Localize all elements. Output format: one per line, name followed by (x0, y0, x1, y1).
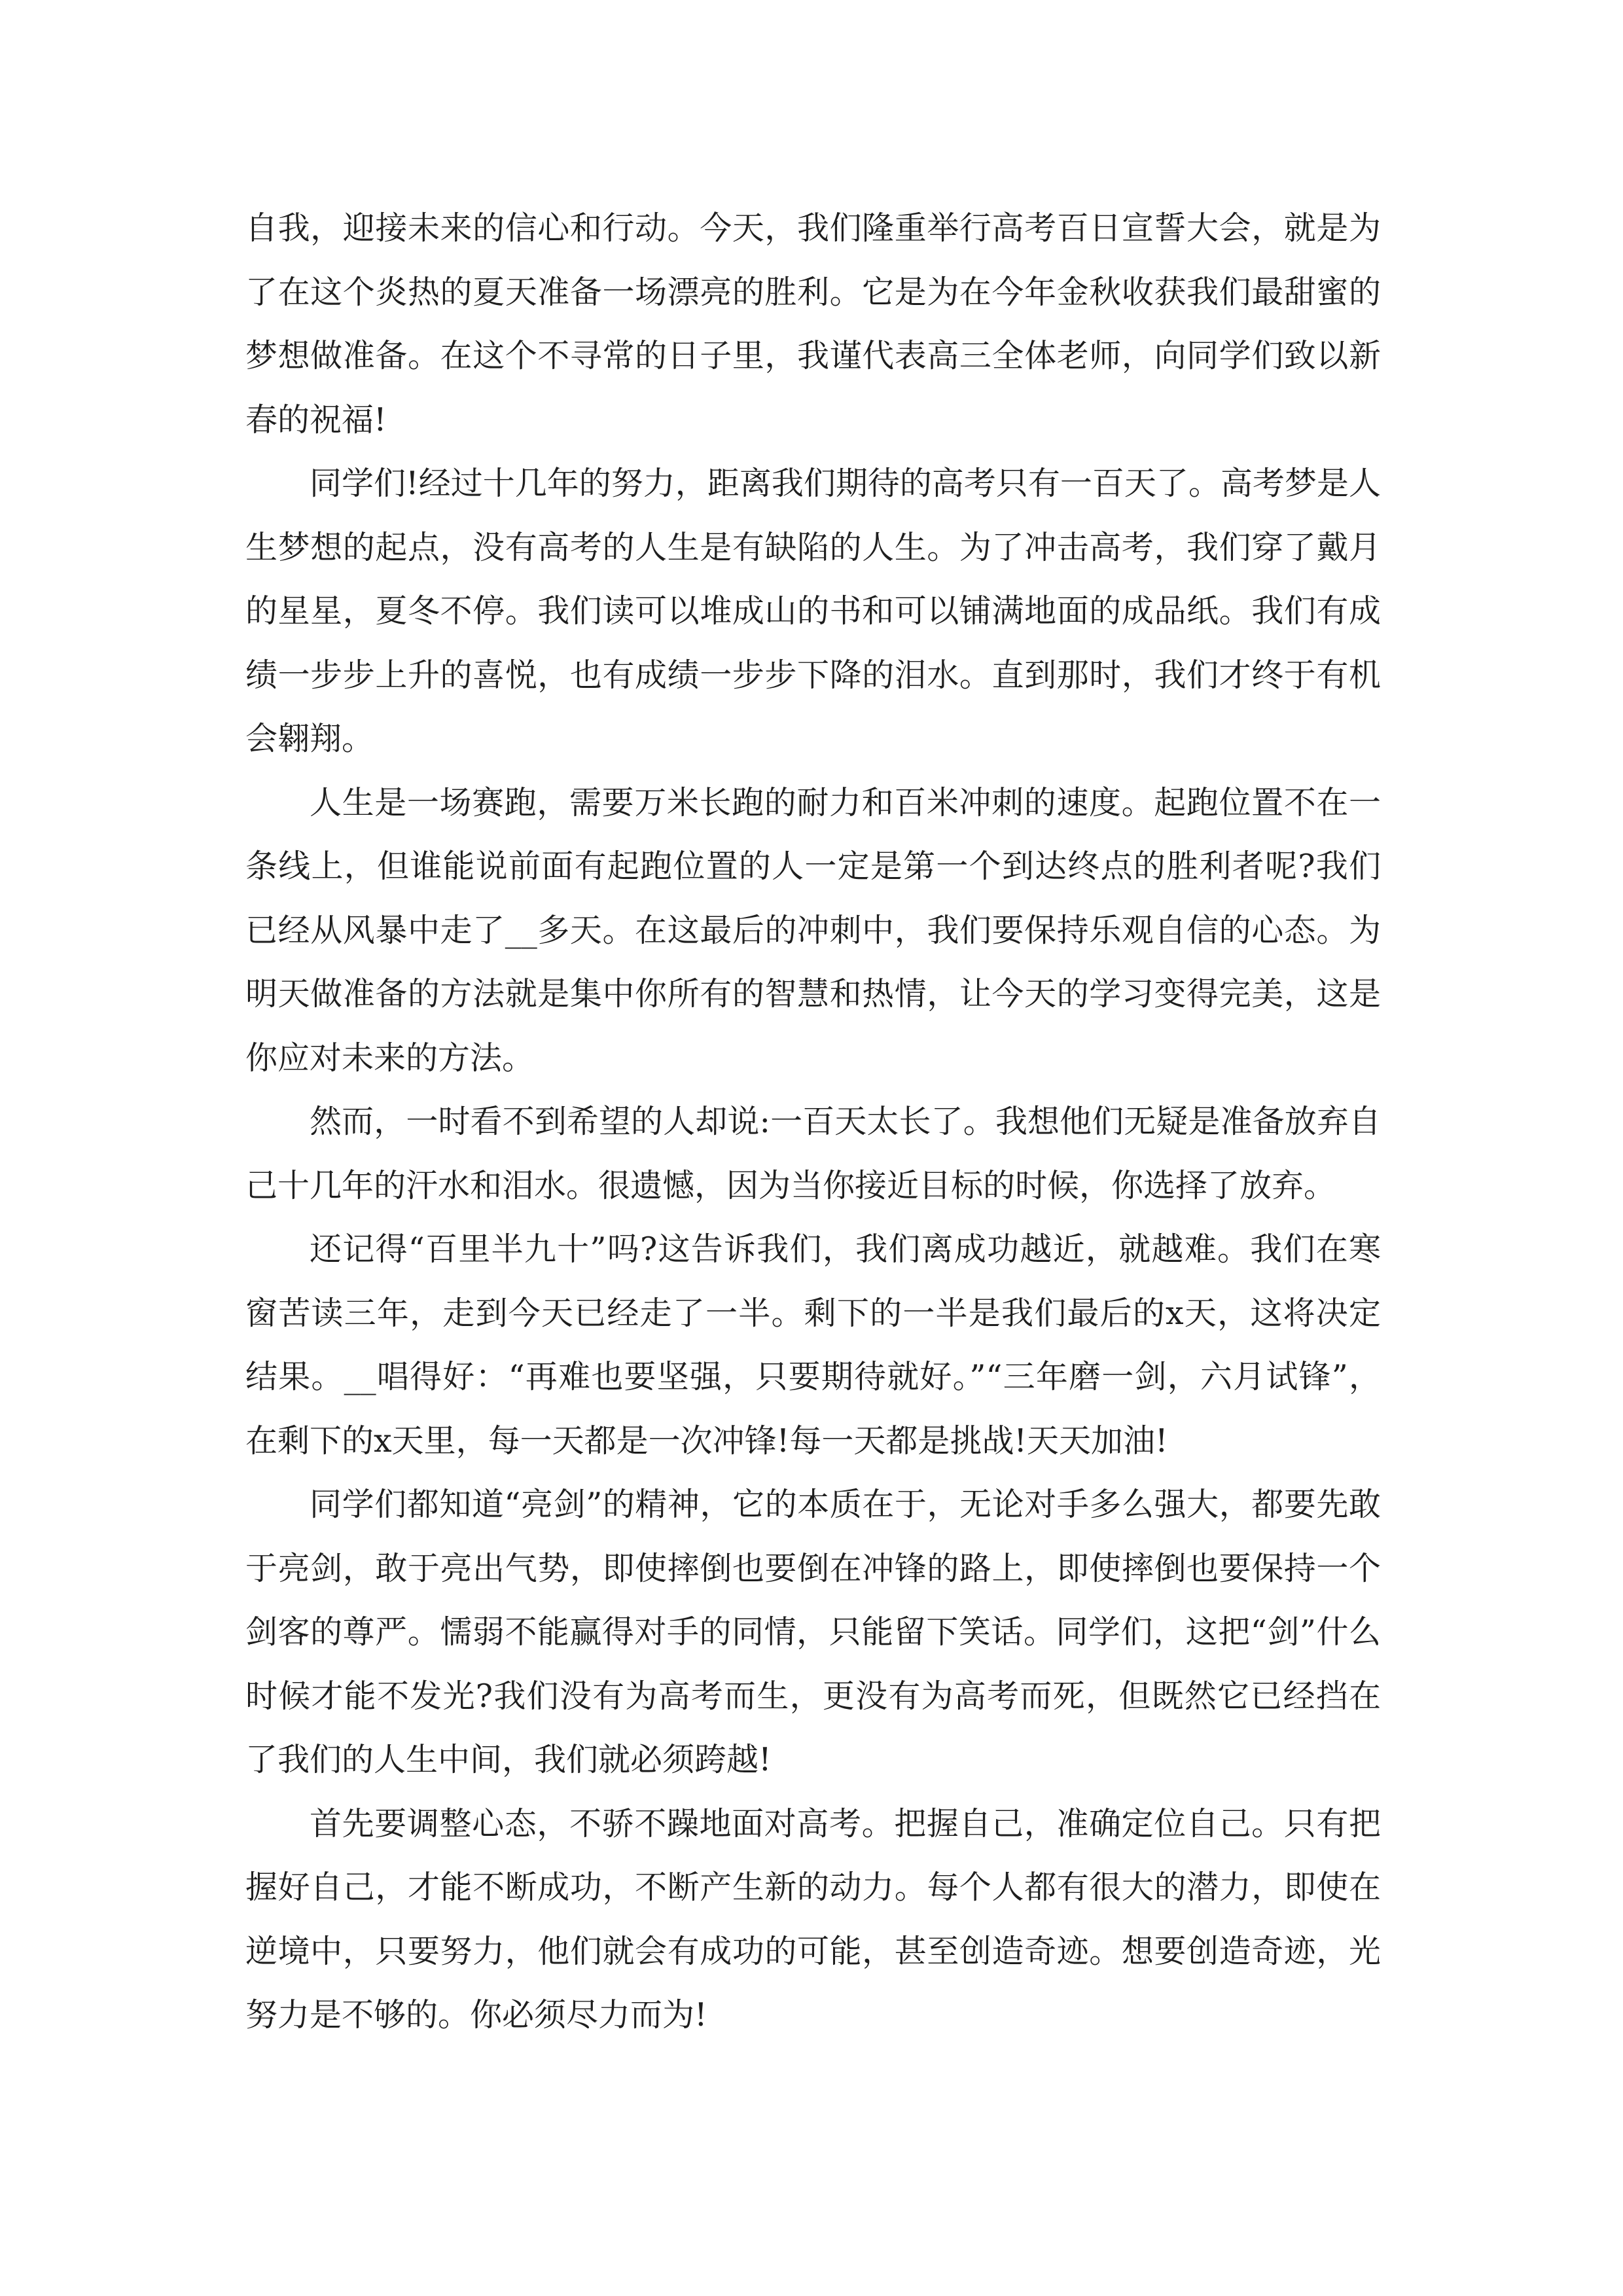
paragraph-1: 自我，迎接未来的信心和行动。今天，我们隆重举行高考百日宣誓大会，就是为了在这个炎热的夏天准备一场漂亮的胜利。它是为在今年金秋收获我们最甜蜜的梦想做准备。在这个不寻常的日子里，我谨代表高三全体老师，向同学们致以新春的祝福! (245, 209, 1381, 439)
paragraph-4: 然而，一时看不到希望的人却说:一百天太长了。我想他们无疑是准备放弃自己十几年的汗水和泪水。很遗憾，因为当你接近目标的时候，你选择了放弃。 (245, 1103, 1381, 1204)
paragraph-2: 同学们!经过十几年的努力，距离我们期待的高考只有一百天了。高考梦是人生梦想的起点，没有高考的人生是有缺陷的人生。为了冲击高考，我们穿了戴月的星星，夏冬不停。我们读可以堆成山的书和可以铺满地面的成品纸。我们有成绩一步步上升的喜悦，也有成绩一步步下降的泪水。直到那时，我们才终于有机会翱翔。 (245, 465, 1381, 757)
paragraph-6: 同学们都知道“亮剑”的精神，它的本质在于，无论对手多么强大，都要先敢于亮剑，敢于亮出气势，即使摔倒也要倒在冲锋的路上，即使摔倒也要保持一个剑客的尊严。懦弱不能赢得对手的同情，只能留下笑话。同学们，这把“剑”什么时候才能不发光?我们没有为高考而生，更没有为高考而死，但既然它已经挡在了我们的人生中间，我们就必须跨越! (245, 1486, 1381, 1778)
paragraph-3: 人生是一场赛跑，需要万米长跑的耐力和百米冲刺的速度。起跑位置不在一条线上，但谁能说前面有起跑位置的人一定是第一个到达终点的胜利者呢?我们已经从风暴中走了__多天。在这最后的冲刺中，我们要保持乐观自信的心态。为明天做准备的方法就是集中你所有的智慧和热情，让今天的学习变得完美，这是你应对未来的方法。 (245, 783, 1381, 1077)
paragraph-7: 首先要调整心态，不骄不躁地面对高考。把握自己，准确定位自己。只有把握好自己，才能不断成功，不断产生新的动力。每个人都有很大的潜力，即使在逆境中，只要努力，他们就会有成功的可能，甚至创造奇迹。想要创造奇迹，光努力是不够的。你必须尽力而为! (245, 1804, 1381, 2034)
paragraph-5: 还记得“百里半九十”吗?这告诉我们，我们离成功越近，就越难。我们在寒窗苦读三年，走到今天已经走了一半。剩下的一半是我们最后的x天，这将决定结果。__唱得好：“再难也要坚强，只要期待就好。”“三年磨一剑，六月试锋”，在剩下的x天里，每一天都是一次冲锋!每一天都是挑战!天天加油! (245, 1230, 1381, 1460)
document-body (245, 196, 1381, 2047)
